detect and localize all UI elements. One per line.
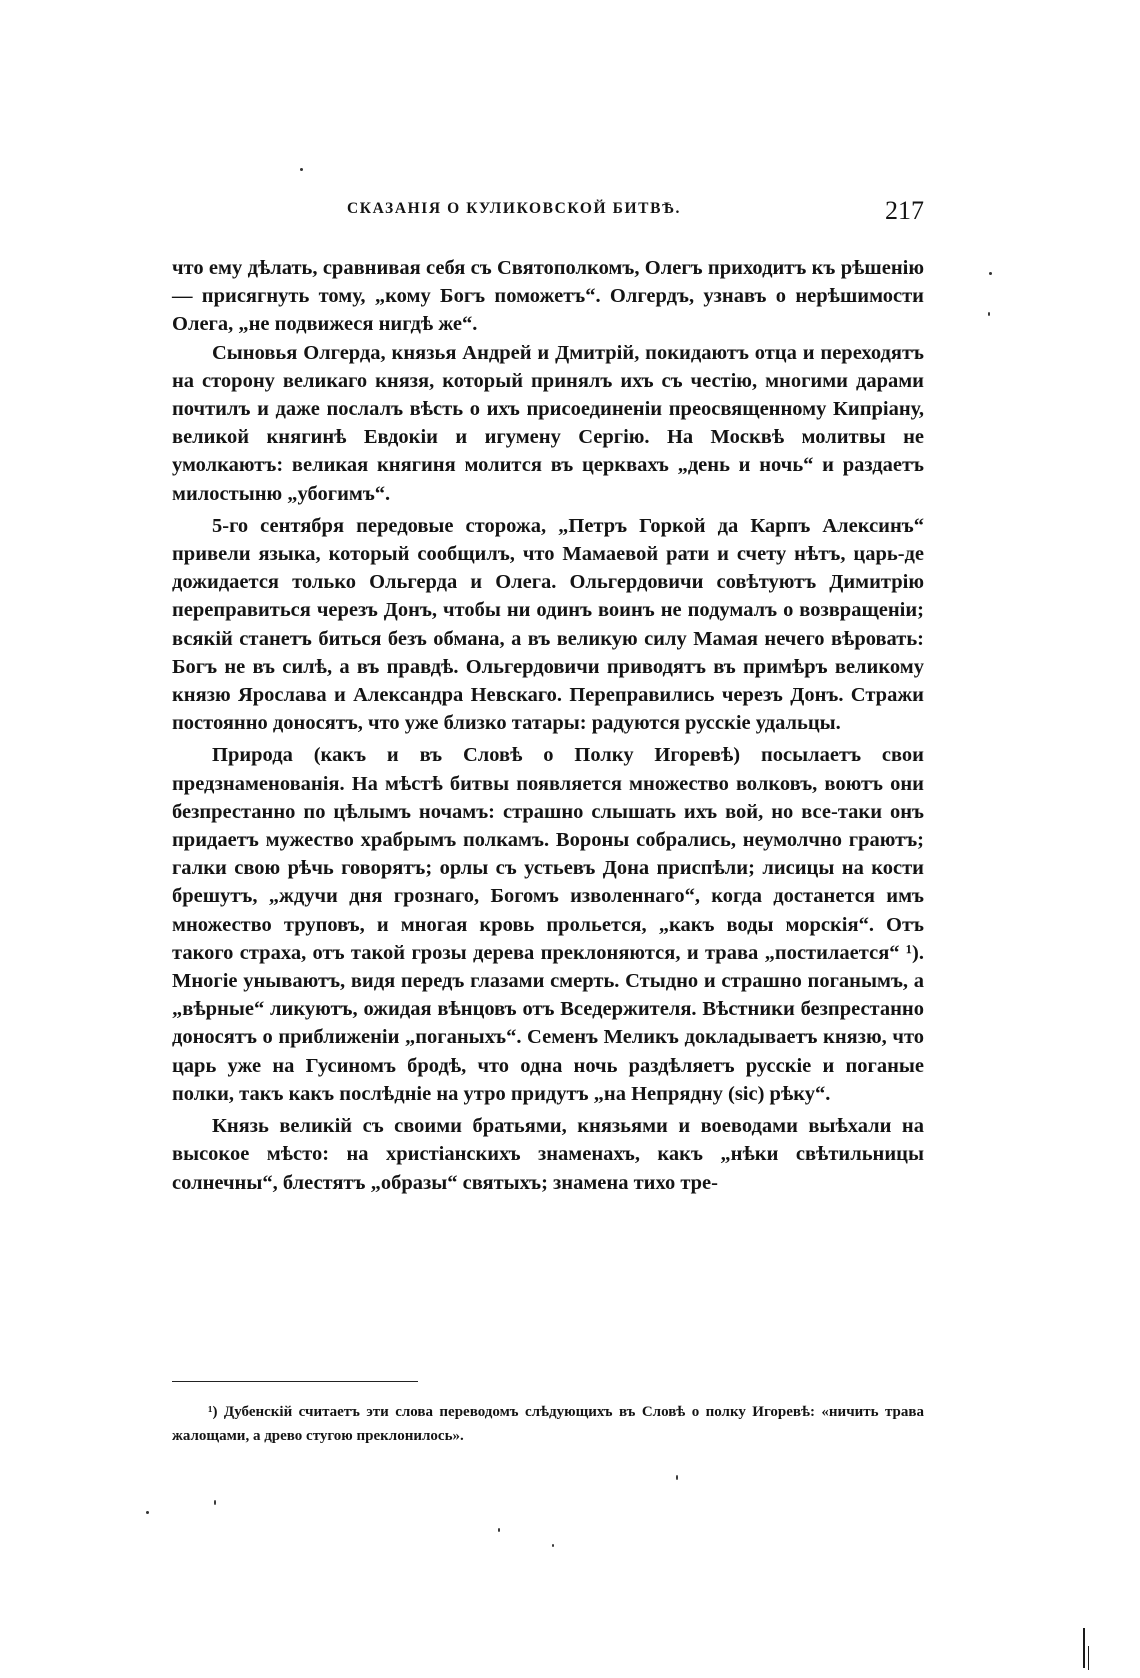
paragraph-olgerd-sons: Сыновья Олгерда, князья Андрей и Дмитрій, покидаютъ отца и переходятъ на сторону великаго князя, который принялъ ихъ съ честію, многими дарами почтилъ и даже послалъ вѣсть о ихъ присоединеніи преосвященному Кипріану, великой княгинѣ Евдокіи и игумену Сергію. На Москвѣ молитвы не умолкаютъ: великая княгиня молится въ церквахъ „день и ночь“ и раздаетъ милостыню „убогимъ“. [172, 341, 924, 505]
footnote: ¹) Дубенскій считаетъ эти слова переводомъ слѣдующихъ въ Словѣ о полку Игоревѣ: «ничить трава жалощами, а древо стугою преклонилось». [172, 1404, 924, 1444]
page-number: 217 [885, 196, 924, 225]
paragraph-september-fifth: 5-го сентября передовые сторожа, „Петръ Горкой да Карпъ Алексинъ“ привели языка, который сообщилъ, что Мамаевой рати и счету нѣтъ, царь-де дожидается только Ольгерда и Олега. Ольгердовичи совѣтуютъ Димитрію переправиться черезъ Донъ, чтобы ни одинъ воинъ не подумалъ о возвращеніи; всякій станетъ биться безъ обмана, а въ великую силу Мамая нечего вѣровать: Богъ не въ силѣ, а въ правдѣ. Ольгердовичи приводятъ въ примѣръ великому князю Ярослава и Александра Невскаго. Переправились черезъ Донъ. Стражи постоянно доносятъ, что уже близко татары: радуются русскіе удальцы. [172, 514, 924, 735]
scan-speck [300, 168, 303, 171]
scan-speck [552, 1544, 554, 1547]
scan-edge-line [1083, 1628, 1085, 1668]
scan-edge-line [1088, 1646, 1089, 1670]
paragraph-continuation: что ему дѣлать, сравнивая себя съ Святополкомъ, Олегъ приходитъ къ рѣшенію — присягнуть тому, „кому Богъ поможетъ“. Олгердъ, узнавъ о нерѣшимости Олега, „не подвижеся нигдѣ же“. [172, 257, 924, 336]
scan-speck [498, 1528, 500, 1532]
footnote-divider [172, 1381, 418, 1382]
scan-speck [214, 1500, 216, 1505]
scan-speck [989, 272, 992, 275]
paragraph-nature-omens: Природа (какъ и въ Словѣ о Полку Игоревѣ) посылаетъ свои предзнаменованія. На мѣстѣ битвы появляется множество волковъ, воютъ они безпрестанно по цѣлымъ ночамъ: страшно слышать ихъ вой, но все-таки онъ придаетъ мужество храбрымъ полкамъ. Вороны собрались, неумолчно граютъ; галки свою рѣчь говорятъ; орлы съ устьевъ Дона приспѣли; лисицы на кости брешутъ, „ждучи дня грознаго, Богомъ изволеннаго“, когда достанется имъ множество труповъ, и многая кровь прольется, „какъ воды морскія“. Отъ такого страха, отъ такой грозы дерева преклоняются, и трава „постилается“ ¹). Многіе унываютъ, видя передъ глазами смерть. Стыдно и страшно поганымъ, а „вѣрные“ ликуютъ, ожидая вѣнцовъ отъ Вседержителя. Вѣстники безпрестанно доносятъ о приближеніи „поганыхъ“. Семенъ Меликъ докладываетъ князю, что царь уже на Гусиномъ бродѣ, что одна ночь раздѣляетъ русскіе и поганые полки, такъ какъ послѣдніе на утро придутъ „на Непрядну (sic) рѣку“. [172, 744, 924, 1105]
scan-speck [146, 1511, 149, 1514]
running-title: СКАЗАНІЯ О КУЛИКОВСКОЙ БИТВѢ. [347, 200, 681, 217]
paragraph-grand-prince: Князь великій съ своими братьями, князьями и воеводами выѣхали на высокое мѣсто: на христіанскихъ знаменахъ, какъ „нѣки свѣтильницы солнечны“, блестятъ „образы“ святыхъ; знамена тихо тре- [172, 1115, 924, 1194]
scan-speck [676, 1475, 678, 1480]
scan-speck [988, 312, 990, 316]
main-text [172, 254, 924, 1197]
page-header [172, 196, 924, 230]
